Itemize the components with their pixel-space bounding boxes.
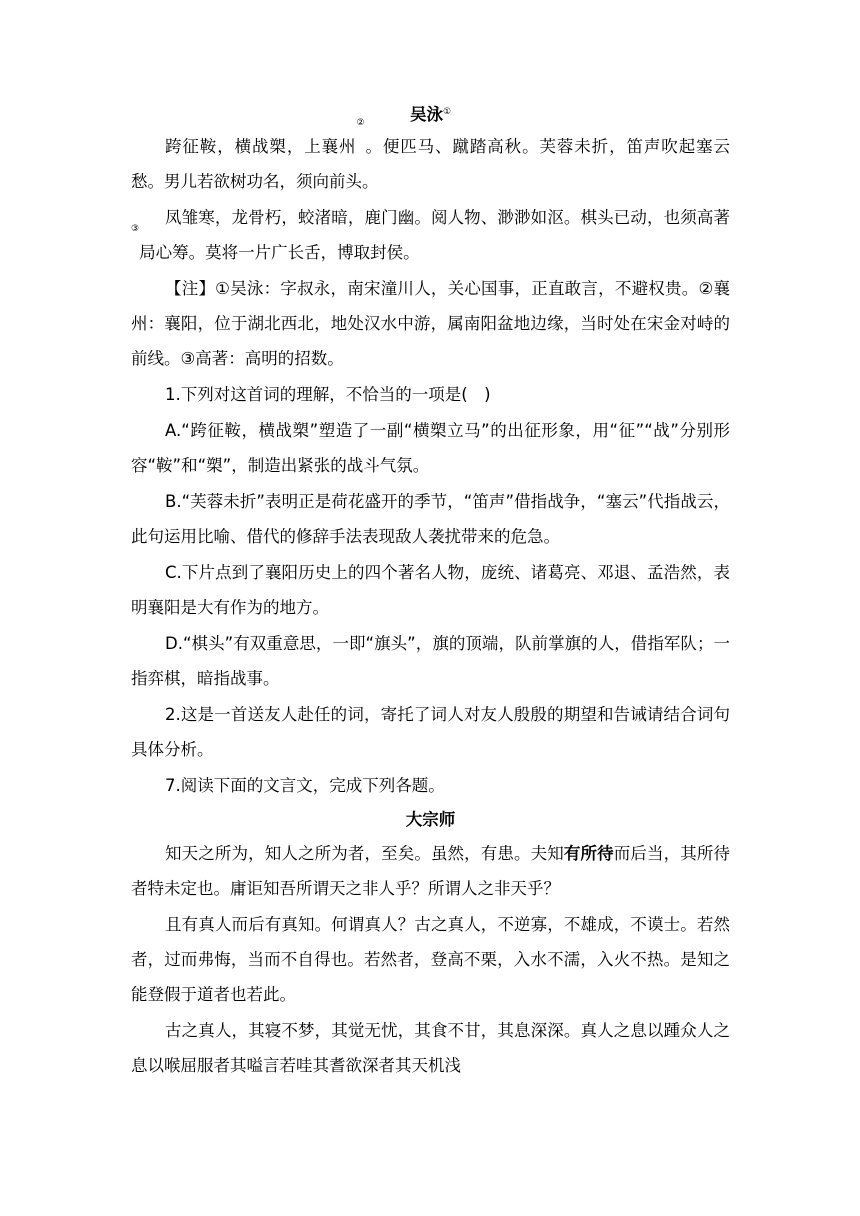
poem-title-footnote-mark: ① (442, 107, 452, 117)
poem-notes: 【注】①吴泳：字叔永，南宋潼川人，关心国事，正直敢言，不避权贵。②襄州：襄阳，位于湖北西北，地处汉水中游，属南阳盆地边缘，当时处在宋金对峙的前线。③高著：高明的招数。 (131, 279, 730, 368)
poem-stanza-2-part-b: 局心筹。莫将一片广长舌，博取封侯。 (139, 243, 420, 262)
question-1-option-c: C.下片点到了襄阳历史上的四个著名人物，庞统、诸葛亮、邓退、孟浩然，表明襄阳是大有作为的地方。 (131, 563, 730, 617)
essay-paragraph-1-part-b: 而后当，其所待者特未定也。庸讵知吾所谓天之非人乎？所谓人之非天乎？ (131, 844, 731, 898)
essay-bold-phrase: 有所待 (563, 844, 614, 863)
poem-title (131, 102, 730, 128)
essay-paragraph-2: 且有真人而后有真知。何谓真人？古之真人，不逆寡，不雄成，不谟士。若然者，过而弗悔，当而不自得也。若然者，登高不栗，入水不濡，入火不热。是知之能登假于道者也若此。 (131, 915, 730, 1004)
poem-stanza-2-part-a: 凤雏寒，龙骨朽，蛟渚暗，鹿门幽。阅人物、渺渺如沤。棋头已动，也须高著 (165, 208, 730, 227)
poem-stanza-2 (131, 200, 730, 270)
poem-stanza-1-part-a: 跨征鞍，横战槊，上襄州 (165, 137, 357, 156)
essay-paragraph-1-part-a: 知天之所为，知人之所为者，至矣。虽然，有患。夫知 (165, 844, 564, 863)
footnote-mark-2: ② (356, 118, 366, 128)
question-2: 2.这是一首送友人赴任的词，寄托了词人对友人殷殷的期望和告诫请结合词句具体分析。 (131, 705, 730, 759)
poem-title-text: 吴泳 (409, 105, 443, 124)
question-1-option-d: D.“棋头”有双重意思，一即“旗头”，旗的顶端，队前掌旗的人，借指军队；一指弈棋，暗指战事。 (131, 634, 730, 688)
poem-stanza-1 (131, 118, 731, 199)
poem-stanza-1-part-b: 。便匹马、蹴踏高秋。芙蓉未折，笛声吹起塞云愁。男儿若欲树功名，须向前头。 (131, 137, 731, 191)
footnote-mark-3: ③ (131, 224, 140, 234)
question-1: 1.下列对这首词的理解，不恰当的一项是( ) (165, 385, 491, 404)
question-7: 7.阅读下面的文言文，完成下列各题。 (165, 776, 445, 795)
essay-paragraph-1 (131, 836, 730, 906)
essay-title: 大宗师 (405, 810, 456, 829)
essay-paragraph-3: 古之真人，其寝不梦，其觉无忧，其食不甘，其息深深。真人之息以踵众人之息以喉屈服者其嗌言若哇其耆欲深者其天机浅 (131, 1021, 730, 1075)
question-1-option-a: A.“跨征鞍，横战槊”塑造了一副“横槊立马”的出征形象，用“征”“战”分别形容“鞍”和“槊”，制造出紧张的战斗气氛。 (131, 421, 730, 475)
document-content (131, 102, 730, 1084)
question-1-option-b: B.“芙蓉未折”表明正是荷花盛开的季节，“笛声”借指战争，“塞云”代指战云，此句运用比喻、借代的修辞手法表现敌人袭扰带来的危急。 (131, 492, 730, 546)
